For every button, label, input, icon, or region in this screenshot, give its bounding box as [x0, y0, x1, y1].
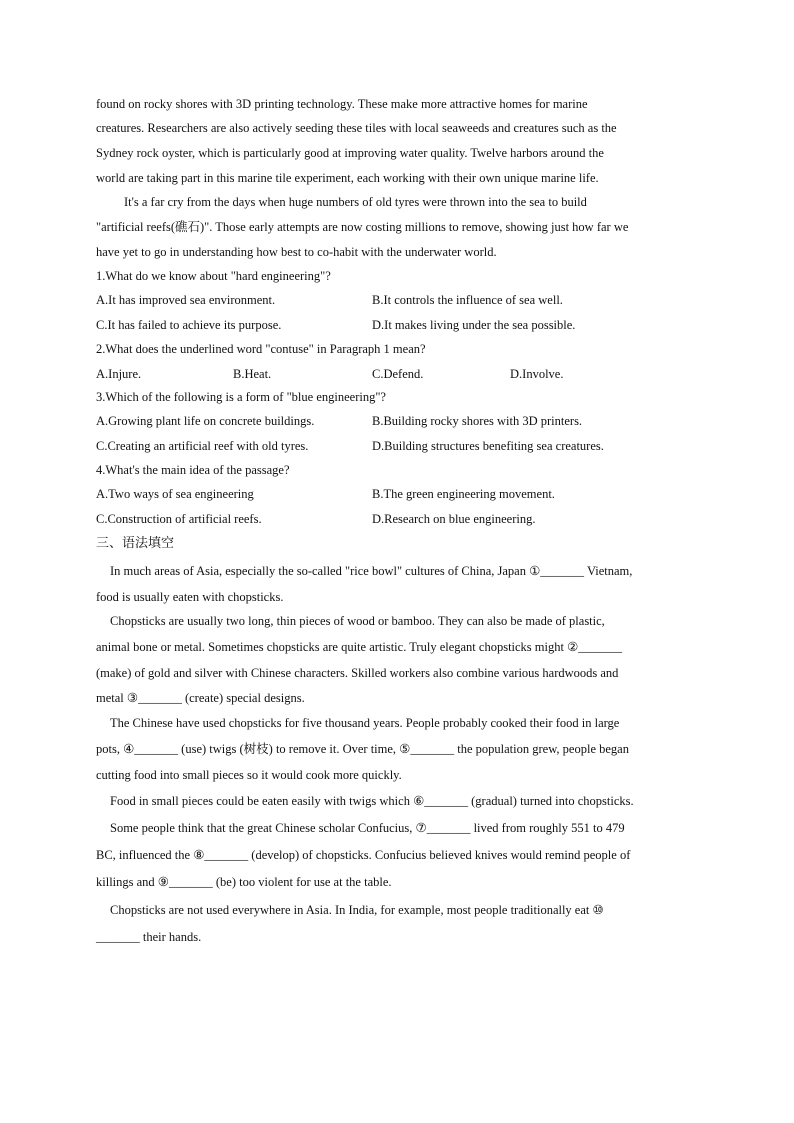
question-stem: 2.What does the underlined word "contuse" in Paragraph 1 mean? [96, 342, 426, 356]
question-stem: 3.Which of the following is a form of "blue engineering"? [96, 390, 386, 404]
answer-option: D.Building structures benefiting sea creatures. [372, 439, 604, 453]
grammar-line: killings and ⑨_______ (be) too violent for use at the table. [96, 875, 392, 889]
grammar-line: _______ their hands. [96, 930, 202, 944]
answer-option: D.Research on blue engineering. [372, 512, 536, 526]
grammar-line: pots, ④_______ (use) twigs (树枝) to remove it. Over time, ⑤_______ the population grew, people began [96, 742, 629, 756]
question-stem: 1.What do we know about "hard engineering"? [96, 269, 331, 283]
grammar-line: BC, influenced the ⑧_______ (develop) of chopsticks. Confucius believed knives would remind people of [96, 848, 631, 862]
grammar-line: metal ③_______ (create) special designs. [96, 691, 305, 705]
passage-line: "artificial reefs(礁石)". Those early attempts are now costing millions to remove, showing just how far we [96, 220, 629, 234]
passage-line: found on rocky shores with 3D printing technology. These make more attractive homes for marine [96, 97, 588, 111]
answer-option: C.Creating an artificial reef with old tyres. [96, 439, 309, 453]
passage-line: have yet to go in understanding how best to co-habit with the underwater world. [96, 245, 497, 259]
grammar-line: (make) of gold and silver with Chinese characters. Skilled workers also combine various hardwoods and [96, 666, 619, 680]
grammar-line: Some people think that the great Chinese scholar Confucius, ⑦_______ lived from roughly 551 to 479 [110, 821, 625, 835]
answer-option: C.It has failed to achieve its purpose. [96, 318, 282, 332]
grammar-line: In much areas of Asia, especially the so-called "rice bowl" cultures of China, Japan ①_______ Vietnam, [110, 564, 633, 578]
passage-line: It's a far cry from the days when huge numbers of old tyres were thrown into the sea to build [124, 195, 587, 209]
grammar-line: cutting food into small pieces so it would cook more quickly. [96, 768, 402, 782]
answer-option: A.Two ways of sea engineering [96, 487, 254, 501]
answer-option: A.Injure. [96, 367, 142, 381]
answer-option: A.Growing plant life on concrete buildings. [96, 414, 315, 428]
passage-line: creatures. Researchers are also actively seeding these tiles with local seaweeds and creatures such as the [96, 121, 617, 135]
grammar-line: Chopsticks are usually two long, thin pieces of wood or bamboo. They can also be made of plastic, [110, 614, 605, 628]
grammar-line: animal bone or metal. Sometimes chopsticks are quite artistic. Truly elegant chopsticks might ②_______ [96, 640, 623, 654]
answer-option: C.Construction of artificial reefs. [96, 512, 262, 526]
passage-line: Sydney rock oyster, which is particularly good at improving water quality. Twelve harbors around the [96, 146, 604, 160]
answer-option: B.Building rocky shores with 3D printers. [372, 414, 583, 428]
answer-option: B.Heat. [233, 367, 272, 381]
answer-option: D.It makes living under the sea possible. [372, 318, 576, 332]
grammar-line: Chopsticks are not used everywhere in Asia. In India, for example, most people traditionally eat ⑩ [110, 903, 604, 917]
answer-option: B.It controls the influence of sea well. [372, 293, 563, 307]
answer-option: B.The green engineering movement. [372, 487, 555, 501]
answer-option: C.Defend. [372, 367, 424, 381]
passage-line: world are taking part in this marine tile experiment, each working with their own unique marine life. [96, 171, 599, 185]
grammar-line: The Chinese have used chopsticks for five thousand years. People probably cooked their food in large [110, 716, 620, 730]
answer-option: A.It has improved sea environment. [96, 293, 276, 307]
grammar-line: Food in small pieces could be eaten easily with twigs which ⑥_______ (gradual) turned into chopsticks. [110, 794, 634, 808]
section-heading: 三、语法填空 [96, 536, 175, 551]
question-stem: 4.What's the main idea of the passage? [96, 463, 290, 477]
grammar-line: food is usually eaten with chopsticks. [96, 590, 284, 604]
answer-option: D.Involve. [510, 367, 564, 381]
